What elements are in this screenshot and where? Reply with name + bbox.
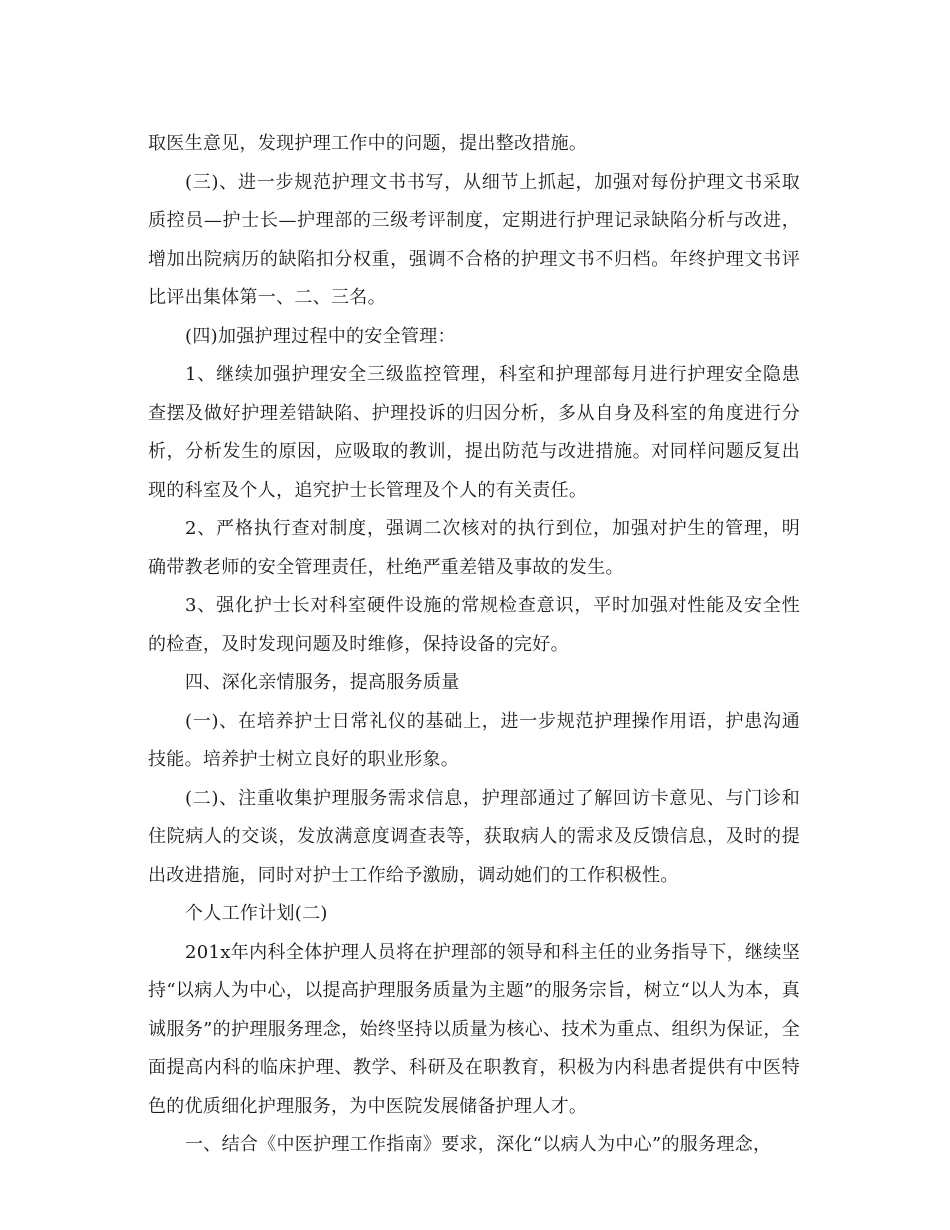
paragraph-7: 四、深化亲情服务，提高服务质量: [185, 672, 460, 693]
paragraph-2: (三)、进一步规范护理文书书写，从细节上抓起，加强对每份护理文书采取质控员—护士长—护理部的三级考评制度，定期进行护理记录缺陷分析与改进，增加出院病历的缺陷扣分权重，强调不合格的护理文书不归档。年终护理文书评比评出集体第一、二、三名。: [148, 171, 800, 308]
paragraph-5: 2、严格执行查对制度，强调二次核对的执行到位，加强对护生的管理，明确带教老师的安全管理责任，杜绝严重差错及事故的发生。: [148, 518, 800, 578]
document-body: [148, 125, 800, 1165]
paragraph-1: 取医生意见，发现护理工作中的问题，提出整改措施。: [148, 133, 588, 154]
paragraph-3: (四)加强护理过程中的安全管理：: [185, 325, 456, 347]
paragraph-11: 201x年内科全体护理人员将在护理部的领导和科主任的业务指导下，继续坚持“以病人为中心，以提高护理服务质量为主题”的服务宗旨，树立“以人为本，真诚服务”的护理服务理念，始终坚持以质量为核心、技术为重点、组织为保证，全面提高内科的临床护理、教学、科研及在职教育，积极为内科患者提供有中医特色的优质细化护理服务，为中医院发展储备护理人才。: [148, 941, 800, 1117]
paragraph-6: 3、强化护士长对科室硬件设施的常规检查意识，平时加强对性能及安全性的检查，及时发现问题及时维修，保持设备的完好。: [148, 595, 800, 655]
paragraph-9: (二)、注重收集护理服务需求信息，护理部通过了解回访卡意见、与门诊和住院病人的交谈，发放满意度调查表等，获取病人的需求及反馈信息，及时的提出改进措施，同时对护士工作给予激励，调动她们的工作积极性。: [148, 787, 800, 886]
paragraph-4: 1、继续加强护理安全三级监控管理，科室和护理部每月进行护理安全隐患查摆及做好护理差错缺陷、护理投诉的归因分析，多从自身及科室的角度进行分析，分析发生的原因，应吸取的教训，提出防范与改进措施。对同样问题反复出现的科室及个人，追究护士长管理及个人的有关责任。: [148, 364, 800, 501]
paragraph-8: (一)、在培养护士日常礼仪的基础上，进一步规范护理操作用语，护患沟通技能。培养护士树立良好的职业形象。: [148, 710, 800, 770]
paragraph-12: 一、结合《中医护理工作指南》要求，深化“以病人为中心”的服务理念，: [185, 1134, 772, 1155]
section-heading: 个人工作计划(二): [185, 903, 328, 924]
